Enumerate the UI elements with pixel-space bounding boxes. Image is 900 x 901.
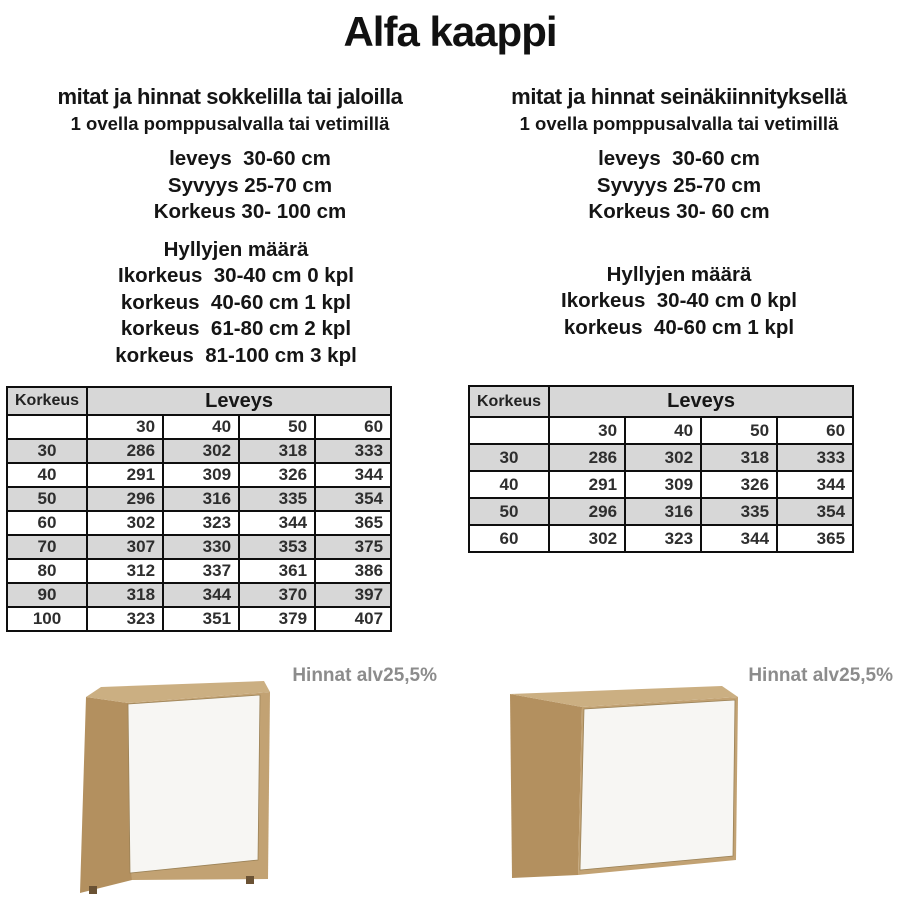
height-cell: 50 xyxy=(7,487,87,511)
price-cell: 344 xyxy=(777,471,853,498)
height-cell: 30 xyxy=(7,439,87,463)
span-header: Leveys xyxy=(87,387,391,415)
height-cell: 70 xyxy=(7,535,87,559)
dimension-line: Syvyys 25-70 cm xyxy=(167,173,333,197)
price-cell: 302 xyxy=(87,511,163,535)
width-header-cell: 30 xyxy=(549,417,625,444)
price-cell: 307 xyxy=(87,535,163,559)
cabinet-side-panel xyxy=(510,694,582,878)
price-cell: 344 xyxy=(163,583,239,607)
table-row xyxy=(7,463,391,487)
dimension-list xyxy=(0,146,460,226)
corner-header: Korkeus xyxy=(469,386,549,417)
height-cell: 40 xyxy=(469,471,549,498)
price-cell: 337 xyxy=(163,559,239,583)
spec-column-base-cabinet xyxy=(0,84,460,369)
dimension-line: leveys 30-60 cm xyxy=(169,147,331,170)
price-cell: 323 xyxy=(625,525,701,552)
price-cell: 344 xyxy=(315,463,391,487)
cabinet-foot xyxy=(89,886,97,894)
height-cell: 90 xyxy=(7,583,87,607)
price-cell: 335 xyxy=(239,487,315,511)
price-cell: 344 xyxy=(239,511,315,535)
column-subheading: 1 ovella pomppusalvalla tai vetimillä xyxy=(519,113,839,134)
price-cell: 318 xyxy=(87,583,163,607)
shelf-line: Ikorkeus 30-40 cm 0 kpl xyxy=(118,264,354,287)
price-cell: 318 xyxy=(701,444,777,471)
dimension-line: Syvyys 25-70 cm xyxy=(596,173,762,197)
price-cell: 370 xyxy=(239,583,315,607)
price-cell: 302 xyxy=(549,525,625,552)
empty-cell xyxy=(469,417,549,444)
table-row xyxy=(7,535,391,559)
price-cell: 351 xyxy=(163,607,239,631)
price-table xyxy=(6,386,392,632)
price-cell: 353 xyxy=(239,535,315,559)
dimension-list xyxy=(458,146,900,226)
dimension-line: leveys 30-60 cm xyxy=(598,147,760,170)
price-table-wall-cabinet xyxy=(468,385,854,553)
corner-header: Korkeus xyxy=(7,387,87,415)
price-table-base-cabinet xyxy=(6,386,392,632)
price-cell: 344 xyxy=(701,525,777,552)
price-cell: 286 xyxy=(549,444,625,471)
price-cell: 302 xyxy=(163,439,239,463)
table-row xyxy=(7,559,391,583)
price-cell: 335 xyxy=(701,498,777,525)
price-cell: 326 xyxy=(701,471,777,498)
price-cell: 386 xyxy=(315,559,391,583)
price-cell: 316 xyxy=(625,498,701,525)
dimension-line: Korkeus 30- 100 cm xyxy=(153,200,347,223)
span-header: Leveys xyxy=(549,386,853,417)
shelf-line: korkeus 40-60 cm 1 kpl xyxy=(563,315,795,339)
price-cell: 323 xyxy=(163,511,239,535)
height-cell: 40 xyxy=(7,463,87,487)
price-cell: 361 xyxy=(239,559,315,583)
price-cell: 309 xyxy=(163,463,239,487)
price-cell: 312 xyxy=(87,559,163,583)
vat-note: Hinnat alv25,5% xyxy=(292,665,437,686)
price-cell: 326 xyxy=(239,463,315,487)
height-cell: 60 xyxy=(7,511,87,535)
price-cell: 333 xyxy=(777,444,853,471)
table-row xyxy=(7,487,391,511)
shelf-list-title: Hyllyjen määrä xyxy=(163,237,309,261)
width-header-cell: 40 xyxy=(163,415,239,439)
shelf-count-list xyxy=(0,237,460,370)
vat-note: Hinnat alv25,5% xyxy=(748,665,893,686)
cabinet-door xyxy=(580,700,735,870)
price-cell: 323 xyxy=(87,607,163,631)
width-header-cell: 60 xyxy=(315,415,391,439)
price-cell: 296 xyxy=(549,498,625,525)
price-cell: 316 xyxy=(163,487,239,511)
height-cell: 100 xyxy=(7,607,87,631)
price-cell: 333 xyxy=(315,439,391,463)
height-cell: 60 xyxy=(469,525,549,552)
dimension-line: Korkeus 30- 60 cm xyxy=(588,200,770,223)
height-cell: 30 xyxy=(469,444,549,471)
cabinet-side-panel xyxy=(80,697,132,893)
price-cell: 407 xyxy=(315,607,391,631)
page-title: Alfa kaappi xyxy=(343,8,557,55)
table-row xyxy=(469,471,853,498)
base-cabinet-image xyxy=(70,679,335,901)
shelf-line: korkeus 81-100 cm 3 kpl xyxy=(115,343,357,367)
width-header-cell: 50 xyxy=(239,415,315,439)
table-row xyxy=(469,525,853,552)
table-row xyxy=(7,511,391,535)
price-table xyxy=(468,385,854,553)
price-cell: 354 xyxy=(315,487,391,511)
price-cell: 379 xyxy=(239,607,315,631)
price-cell: 354 xyxy=(777,498,853,525)
shelf-count-list xyxy=(458,262,900,342)
price-cell: 291 xyxy=(549,471,625,498)
empty-cell xyxy=(7,415,87,439)
column-heading: mitat ja hinnat seinäkiinnityksellä xyxy=(511,84,847,109)
height-cell: 80 xyxy=(7,559,87,583)
table-row xyxy=(469,444,853,471)
cabinet-foot xyxy=(246,876,254,884)
width-header-cell: 40 xyxy=(625,417,701,444)
column-subheading: 1 ovella pomppusalvalla tai vetimillä xyxy=(70,113,390,134)
shelf-line: Ikorkeus 30-40 cm 0 kpl xyxy=(561,289,797,312)
table-row xyxy=(7,607,391,631)
table-row xyxy=(7,439,391,463)
price-cell: 365 xyxy=(315,511,391,535)
table-row xyxy=(469,498,853,525)
shelf-list-title: Hyllyjen määrä xyxy=(606,262,752,286)
price-cell: 309 xyxy=(625,471,701,498)
cabinet-door xyxy=(128,695,260,873)
width-header-cell: 50 xyxy=(701,417,777,444)
price-cell: 375 xyxy=(315,535,391,559)
price-cell: 286 xyxy=(87,439,163,463)
wall-cabinet-image xyxy=(496,679,741,881)
height-cell: 50 xyxy=(469,498,549,525)
price-cell: 330 xyxy=(163,535,239,559)
price-cell: 397 xyxy=(315,583,391,607)
price-cell: 365 xyxy=(777,525,853,552)
price-cell: 296 xyxy=(87,487,163,511)
width-header-cell: 30 xyxy=(87,415,163,439)
width-header-cell: 60 xyxy=(777,417,853,444)
price-cell: 302 xyxy=(625,444,701,471)
column-heading: mitat ja hinnat sokkelilla tai jaloilla xyxy=(57,84,403,109)
table-row xyxy=(7,583,391,607)
price-cell: 291 xyxy=(87,463,163,487)
price-cell: 318 xyxy=(239,439,315,463)
shelf-line: korkeus 40-60 cm 1 kpl xyxy=(120,290,352,314)
shelf-line: korkeus 61-80 cm 2 kpl xyxy=(120,317,352,340)
spec-column-wall-cabinet xyxy=(458,84,900,341)
